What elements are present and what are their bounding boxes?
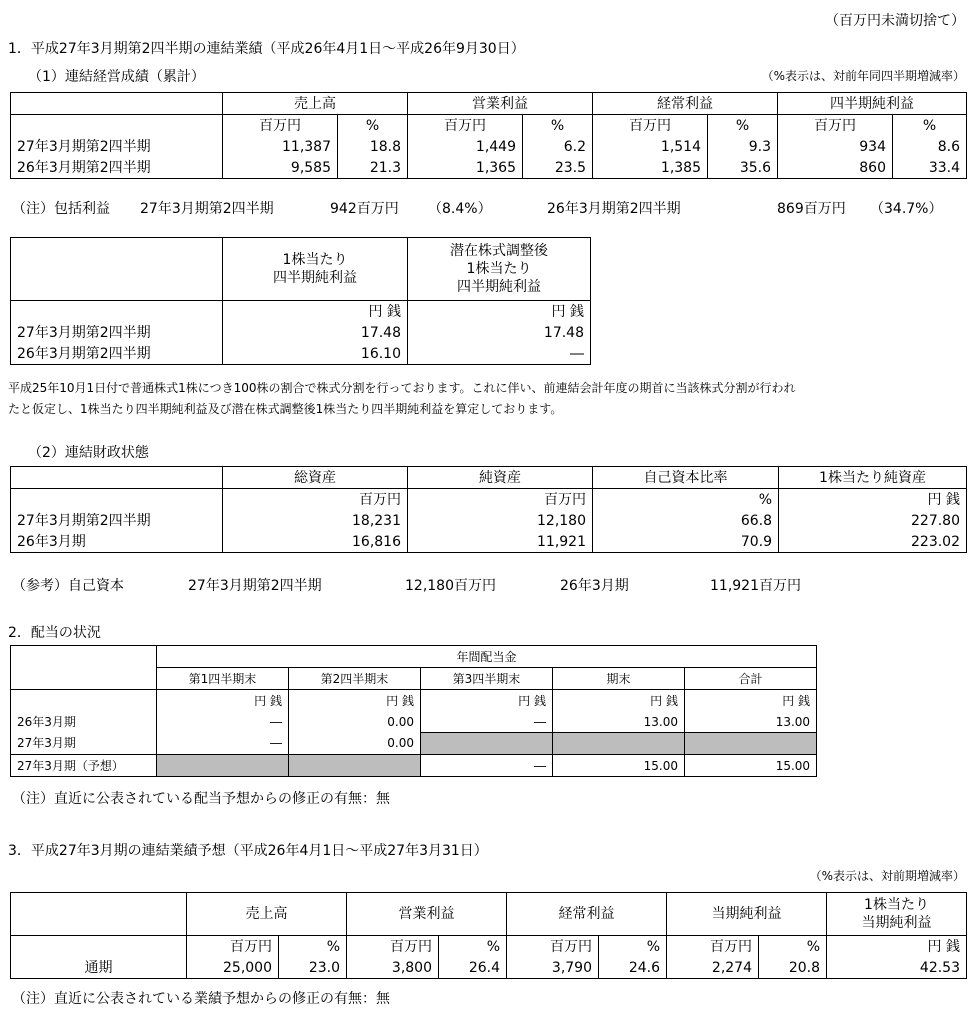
header-net-income: 当期純利益: [667, 893, 827, 936]
eps-header-line: 1株当たり: [282, 252, 348, 268]
unit-pct: %: [759, 936, 827, 958]
equity-note-prefix: （参考）自己資本: [12, 578, 124, 594]
header-ordinary-income: 経常利益: [593, 93, 778, 115]
diluted-eps-header-line: 1株当たり: [466, 261, 532, 277]
header-q1-end: 第1四半期末: [157, 668, 289, 690]
unit: 百万円: [408, 489, 593, 511]
table-cell: 35.6: [708, 157, 778, 179]
unit-yen: 円 銭: [421, 690, 553, 712]
unit-pct: %: [708, 115, 778, 137]
header-sales: 売上高: [223, 93, 408, 115]
table-row: [11, 711, 817, 733]
table-cell: 18,231: [223, 510, 408, 531]
results-header-row: [11, 93, 967, 115]
header-q3-end: 第3四半期末: [421, 668, 553, 690]
unit-pct: %: [599, 936, 667, 958]
table-cell: 8.6: [893, 136, 967, 157]
header-net-income: 四半期純利益: [778, 93, 967, 115]
row-label: 27年3月期（予想）: [11, 755, 157, 777]
table-row: [11, 957, 967, 979]
table-cell: 33.4: [893, 157, 967, 179]
unit-yen: 円 銭: [223, 301, 408, 323]
row-label: 26年3月期: [11, 531, 223, 553]
eps-header-row: [11, 238, 591, 301]
table-cell: 9,585: [223, 157, 338, 179]
shaded-cell: [157, 755, 289, 777]
table-cell: 16,816: [223, 531, 408, 553]
dividends-title: 2．配当の状況: [8, 625, 101, 641]
row-label: 27年3月期第2四半期: [11, 510, 223, 531]
table-cell: 223.02: [779, 531, 967, 553]
table-cell: 0.00: [289, 733, 421, 755]
shaded-cell: [685, 733, 817, 755]
table-cell: 2,274: [667, 957, 759, 979]
unit-mil: 百万円: [187, 936, 279, 958]
table-cell: 3,800: [347, 957, 439, 979]
table-cell: 13.00: [553, 711, 685, 733]
row-label: 27年3月期第2四半期: [11, 136, 223, 157]
unit-yen: 円 銭: [157, 690, 289, 712]
comprehensive-income-pct2: （34.7%）: [870, 201, 943, 217]
table-cell: 1,365: [408, 157, 523, 179]
dividends-group-header-row: [11, 646, 817, 668]
forecast-note: （注）直近に公表されている業績予想からの修正の有無：無: [12, 991, 390, 1007]
shaded-cell: [289, 755, 421, 777]
dividends-unit-row: [11, 690, 817, 712]
eps-header: [223, 238, 408, 301]
table-cell: 1,514: [593, 136, 708, 157]
table-cell: 1,449: [408, 136, 523, 157]
table-cell: 227.80: [779, 510, 967, 531]
table-cell: 66.8: [593, 510, 779, 531]
table-row: [11, 157, 967, 179]
unit-yen: 円 銭: [408, 301, 591, 323]
table-cell: 860: [778, 157, 893, 179]
table-cell: 25,000: [187, 957, 279, 979]
section1-title: 1．平成27年3月期第2四半期の連結業績（平成26年4月1日～平成26年9月30日）: [8, 41, 525, 57]
table-row: [11, 733, 817, 755]
table-cell: ―: [157, 711, 289, 733]
unit-mil: 百万円: [408, 115, 523, 137]
results-table: [10, 92, 967, 179]
row-label: 27年3月期第2四半期: [11, 322, 223, 343]
row-label: 26年3月期第2四半期: [11, 343, 223, 365]
comprehensive-income-value1: 942百万円: [330, 201, 399, 217]
table-cell: 23.0: [279, 957, 347, 979]
row-label: 26年3月期第2四半期: [11, 157, 223, 179]
table-cell: 26.4: [439, 957, 507, 979]
header-net-assets: 純資産: [408, 467, 593, 489]
header-operating-income: 営業利益: [408, 93, 593, 115]
comprehensive-income-period2: 26年3月期第2四半期: [547, 201, 681, 217]
header-forecast-eps: [827, 893, 967, 936]
forecast-title: 3．平成27年3月期の連結業績予想（平成26年4月1日～平成27年3月31日）: [8, 843, 488, 859]
unit-mil: 百万円: [778, 115, 893, 137]
equity-note-value2: 11,921百万円: [710, 578, 801, 594]
unit-pct: %: [279, 936, 347, 958]
table-cell: ―: [421, 755, 553, 777]
row-label: 通期: [11, 957, 187, 979]
table-cell: 70.9: [593, 531, 779, 553]
table-row: [11, 322, 591, 343]
financial-title: （2）連結財政状態: [28, 445, 149, 461]
unit-mil: 百万円: [593, 115, 708, 137]
table-cell: 17.48: [408, 322, 591, 343]
table-cell: 18.8: [338, 136, 408, 157]
section1-1-title: （1）連結経営成績（累計）: [28, 69, 205, 85]
unit-mil: 百万円: [507, 936, 599, 958]
table-cell: 3,790: [507, 957, 599, 979]
equity-note-period2: 26年3月期: [560, 578, 629, 594]
table-row: [11, 343, 591, 365]
row-label: 26年3月期: [11, 711, 157, 733]
eps-header-line: 四半期純利益: [273, 270, 357, 286]
table-cell: 15.00: [685, 755, 817, 777]
shaded-cell: [553, 733, 685, 755]
table-cell: 11,921: [408, 531, 593, 553]
table-cell: 11,387: [223, 136, 338, 157]
header-total-assets: 総資産: [223, 467, 408, 489]
comprehensive-income-value2: 869百万円: [777, 201, 846, 217]
table-cell: 42.53: [827, 957, 967, 979]
dividends-header-row: [11, 668, 817, 690]
unit-yen: 円 銭: [553, 690, 685, 712]
header-equity-ratio: 自己資本比率: [593, 467, 779, 489]
unit-pct: %: [439, 936, 507, 958]
forecast-note-top: （%表示は、対前期増減率）: [809, 869, 965, 883]
unit-mil: 百万円: [667, 936, 759, 958]
table-row: [11, 531, 967, 553]
table-cell: ―: [421, 711, 553, 733]
table-cell: ―: [408, 343, 591, 365]
unit-yen: 円 銭: [289, 690, 421, 712]
unit-yen: 円 銭: [685, 690, 817, 712]
unit-pct: %: [523, 115, 593, 137]
eps-table: [10, 237, 591, 365]
table-cell: 17.48: [223, 322, 408, 343]
header-bps: 1株当たり純資産: [779, 467, 967, 489]
table-cell: 0.00: [289, 711, 421, 733]
diluted-eps-header: [408, 238, 591, 301]
table-cell: 20.8: [759, 957, 827, 979]
unit-pct: %: [338, 115, 408, 137]
annual-dividend-header: 年間配当金: [157, 646, 817, 668]
equity-note-value1: 12,180百万円: [405, 578, 496, 594]
unit-mil: 百万円: [347, 936, 439, 958]
unit: 円 銭: [779, 489, 967, 511]
dividends-note: （注）直近に公表されている配当予想からの修正の有無：無: [12, 791, 390, 807]
eps-unit-row: [11, 301, 591, 323]
row-label: 27年3月期: [11, 733, 157, 755]
forecast-eps-header-line: 当期純利益: [861, 915, 932, 931]
diluted-eps-header-line: 四半期純利益: [457, 279, 541, 295]
unit-yen: 円 銭: [827, 936, 967, 958]
table-cell: ―: [157, 733, 289, 755]
table-cell: 934: [778, 136, 893, 157]
table-row: [11, 510, 967, 531]
section1-1-note: （%表示は、対前年同四半期増減率）: [761, 69, 965, 83]
table-cell: 16.10: [223, 343, 408, 365]
table-cell: 9.3: [708, 136, 778, 157]
forecast-header-row: [11, 893, 967, 936]
equity-note-period1: 27年3月期第2四半期: [188, 578, 322, 594]
stock-split-note-line1: 平成25年10月1日付で普通株式1株につき100株の割合で株式分割を行っております。これに伴い、前連結会計年度の期首に当該株式分割が行われ: [8, 381, 796, 395]
header-total: 合計: [685, 668, 817, 690]
header-ordinary-income: 経常利益: [507, 893, 667, 936]
table-cell: 24.6: [599, 957, 667, 979]
unit: 百万円: [223, 489, 408, 511]
table-cell: 15.00: [553, 755, 685, 777]
dividends-table: [10, 645, 817, 777]
header-q2-end: 第2四半期末: [289, 668, 421, 690]
financial-unit-row: [11, 489, 967, 511]
table-cell: 6.2: [523, 136, 593, 157]
table-row: [11, 136, 967, 157]
unit-mil: 百万円: [223, 115, 338, 137]
table-row: [11, 755, 817, 777]
comprehensive-income-period1: 27年3月期第2四半期: [140, 201, 274, 217]
financial-table: [10, 466, 967, 553]
shaded-cell: [421, 733, 553, 755]
comprehensive-income-pct1: （8.4%）: [428, 201, 492, 217]
header-operating-income: 営業利益: [347, 893, 507, 936]
forecast-eps-header-line: 1株当たり: [864, 897, 929, 913]
table-cell: 1,385: [593, 157, 708, 179]
forecast-unit-row: [11, 936, 967, 958]
table-cell: 12,180: [408, 510, 593, 531]
unit-pct: %: [893, 115, 967, 137]
stock-split-note-line2: たと仮定し、1株当たり四半期純利益及び潜在株式調整後1株当たり四半期純利益を算定しております。: [8, 402, 563, 416]
financial-header-row: [11, 467, 967, 489]
header-sales: 売上高: [187, 893, 347, 936]
unit: %: [593, 489, 779, 511]
table-cell: 21.3: [338, 157, 408, 179]
table-cell: 23.5: [523, 157, 593, 179]
forecast-table: [10, 892, 967, 979]
table-cell: 13.00: [685, 711, 817, 733]
results-unit-row: [11, 115, 967, 137]
comprehensive-income-note-prefix: （注）包括利益: [12, 201, 110, 217]
diluted-eps-header-line: 潜在株式調整後: [450, 243, 548, 259]
header-year-end: 期末: [553, 668, 685, 690]
unit-note: （百万円未満切捨て）: [825, 13, 965, 29]
